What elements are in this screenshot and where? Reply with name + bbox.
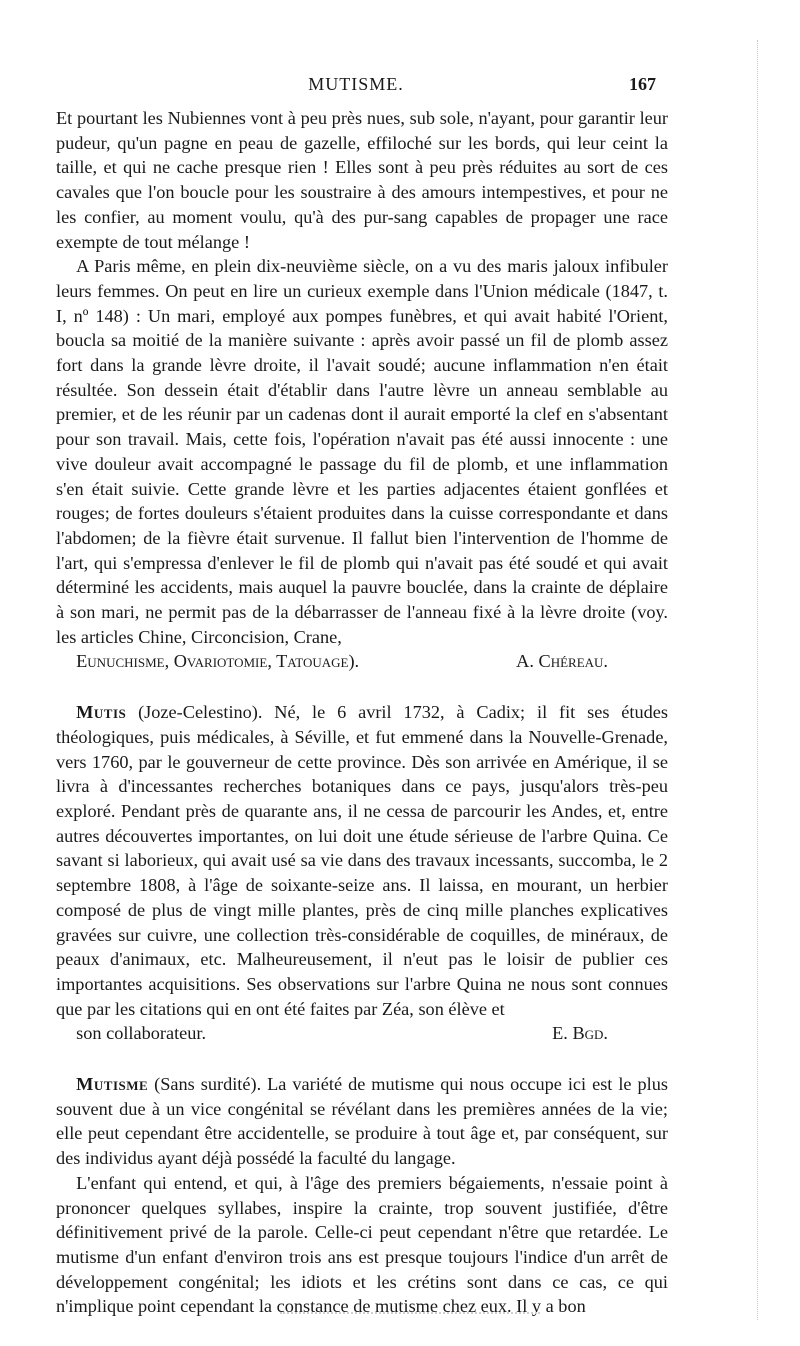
paragraph [56,1072,668,1171]
paragraph: A Paris même, en plein dix-neuvième siècle, on a vu des maris jaloux infibuler leurs femmes. On peut en lire un curieux exemple dans l'Union médicale (1847, t. I, nº 148) : Un mari, employé aux pompes funèbres, et qui avait habité l'Orient, boucla sa moitié de la manière suivante : après avoir passé un fil de plomb assez fort dans la grande lèvre droite, il l'avait soudé; aucune inflammation n'en était résultée. Son dessein était d'établir dans l'autre lèvre un anneau semblable au premier, et de les réunir par un cadenas dont il aurait emporté la clef en s'absentant pour son travail. Mais, cette fois, l'opération n'avait pas été aussi innocente : une vive douleur avait accompagné le passage du fil de plomb, et une inflammation s'en était suivie. Cette grande lèvre et les parties adjacentes étaient gonflées et rouges; de fortes douleurs s'étaient produites dans la cuisse correspondante et dans l'abdomen; de la fièvre était survenue. Il fallut bien l'intervention de l'homme de l'art, qui s'empressa d'enlever le fil de plomb qui n'avait pas été soudé et qui avait déterminé les accidents, mais auquel la pauvre bouclée, dans la crainte de déplaire à son mari, ne permit pas de la débarrasser de l'anneau fixé à la lèvre droite (voy. les articles Chine, Circoncision, Crane, [56,256,668,647]
scan-margin-marks [757,40,772,1320]
paragraph: Et pourtant les Nubiennes vont à peu près nues, sub sole, n'ayant, pour garantir leur pudeur, qu'un pagne en peau de gazelle, effiloché sur les bords, qui leur ceint la taille, et qui ne cache presque rien ! Elles sont à peu près réduites au sort de ces cavales que l'on boucle pour les soustraire à des amours intempestives, et pour ne les confier, au moment voulu, qu'à des pur-sang capables de propager une race exempte de tout mélange ! [56,108,668,252]
author-signature: E. Bgd. [552,1023,608,1044]
article-text: (Sans surdité). La variété de mutisme qui nous occupe ici est le plus souvent due à un vice congénital se révélant dans les premières années de la vie; elle peut cependant être accidentelle, se produire à tout âge et, par conséquent, sur des individus ayant déjà possédé la faculté du langage. [56,1074,668,1169]
article-separator [56,674,668,700]
closing-line [56,649,668,674]
paragraph [56,700,668,1021]
article-mutisme [56,1072,668,1319]
headword: Mutisme [76,1074,149,1095]
page-number: 167 [629,74,656,94]
article-separator [56,1046,668,1072]
running-header [56,74,656,102]
article-infibulation-continued [56,106,668,674]
scan-bottom-noise [280,1312,540,1316]
author-signature: A. Chéreau. [516,651,608,672]
article-text: (Joze-Celestino). Né, le 6 avril 1732, à Cadix; il fit ses études théologiques, puis médicales, à Séville, et fut emmené dans la Nouvelle-Grenade, vers 1760, par le gouverneur de cette province. Dès son arrivée en Amérique, il se livra à d'incessantes recherches botaniques dans ce pays, jusqu'alors très-peu exploré. Pendant près de quarante ans, il ne cessa de parcourir les Andes, et, entre autres découvertes importantes, on lui doit une étude sérieuse de l'arbre Quina. Ce savant si laborieux, qui avait usé sa vie dans des travaux incessants, succomba, le 2 septembre 1808, à l'âge de soixante-seize ans. Il laissa, en mourant, un herbier composé de plus de vingt mille plantes, près de cinq mille planches explicatives gravées sur cuivre, une collection très-considérable de coquilles, de minéraux, de peaux d'animaux, etc. Malheureusement, il n'eut pas le loisir de publier ces importantes acquisitions. Ses observations sur l'arbre Quina ne nous sont connues que par les citations qui en ont été faites par Zéa, son élève et [56,702,668,1019]
closing-text: son collaborateur. [76,1023,207,1044]
headword: Mutis [76,702,127,723]
page-body [56,106,668,1319]
article-mutis [56,700,668,1046]
closing-line [56,1021,668,1046]
running-title: MUTISME. [308,74,404,94]
cross-references: Eunuchisme, Ovariotomie, Tatouage). [76,651,360,672]
paragraph: L'enfant qui entend, et qui, à l'âge des premiers bégaiements, n'essaie point à prononcer quelques syllabes, inspire la crainte, trop souvent justifiée, d'être définitivement privé de la parole. Celle-ci peut cependant n'être que retardée. Le mutisme d'un enfant d'environ trois ans est presque toujours l'indice d'un arrêt de développement congénital; les idiots et les crétins sont dans ce cas, ce qui n'implique point cependant la constance de mutisme chez eux. Il y a bon [56,1172,668,1317]
